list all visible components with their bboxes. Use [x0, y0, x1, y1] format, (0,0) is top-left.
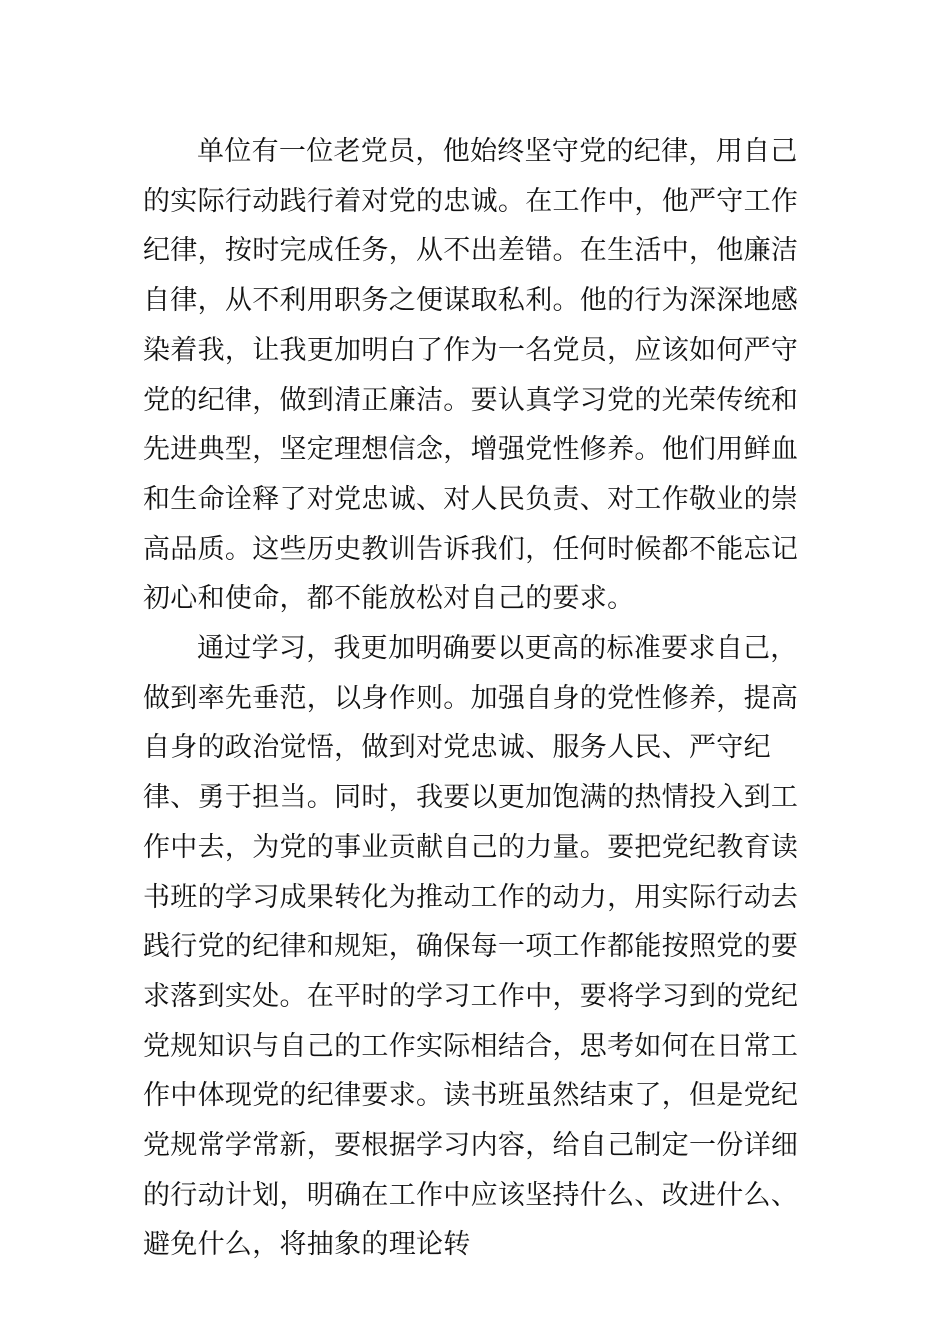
body-text: [143, 127, 807, 1270]
paragraph-1: 单位有一位老党员，他始终坚守党的纪律，用自己的实际行动践行着对党的忠诚。在工作中，他严守工作纪律，按时完成任务，从不出差错。在生活中，他廉洁自律，从不利用职务之便谋取私利。他的行为深深地感染着我，让我更加明白了作为一名党员，应该如何严守党的纪律，做到清正廉洁。要认真学习党的光荣传统和先进典型，坚定理想信念，增强党性修养。他们用鲜血和生命诠释了对党忠诚、对人民负责、对工作敬业的崇高品质。这些历史教训告诉我们，任何时候都不能忘记初心和使命，都不能放松对自己的要求。: [143, 136, 799, 615]
paragraph-2: 通过学习，我更加明确要以更高的标准要求自己，做到率先垂范，以身作则。加强自身的党性修养，提高自身的政治觉悟，做到对党忠诚、服务人民、严守纪律、勇于担当。同时，我要以更加饱满的热情投入到工作中去，为党的事业贡献自己的力量。要把党纪教育读书班的学习成果转化为推动工作的动力，用实际行动去践行党的纪律和规矩，确保每一项工作都能按照党的要求落到实处。在平时的学习工作中，要将学习到的党纪党规知识与自己的工作实际相结合，思考如何在日常工作中体现党的纪律要求。读书班虽然结束了，但是党纪党规常学常新，要根据学习内容，给自己制定一份详细的行动计划，明确在工作中应该坚持什么、改进什么、避免什么，将抽象的理论转: [143, 633, 799, 1261]
